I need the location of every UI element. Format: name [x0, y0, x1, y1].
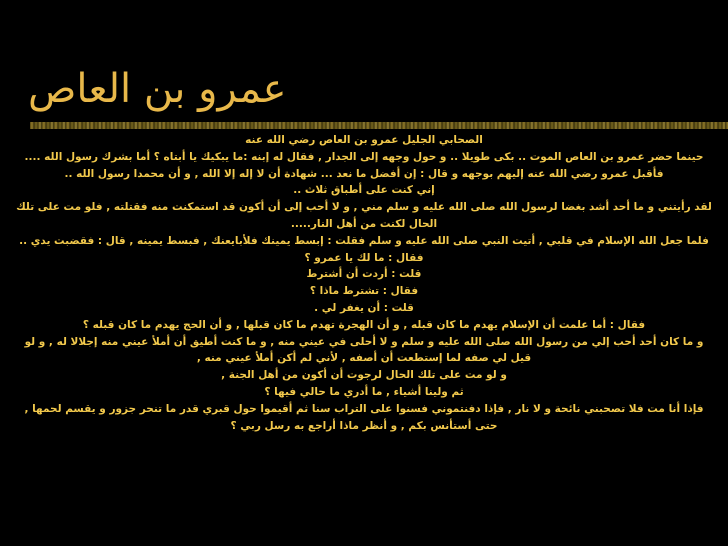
body-line: فقال : تشترط ماذا ؟ [309, 285, 419, 298]
body-line: فلما جعل الله الإسلام في قلبي , أتيت النبي صلى الله عليه و سلم فقلت : إبسط يمينك فلأبايعنك , فبسط يمينه , قال : فقضبت يدي .. [19, 234, 709, 247]
body-line: فقال : أما علمت أن الإسلام يهدم ما كان قبله , و أن الهجرة تهدم ما كان قبلها , و أن الحج يهدم ما كان قبله ؟ [82, 318, 646, 331]
body-line: إني كنت على أطباق ثلاث .. [293, 184, 435, 197]
body-line: قلت : أن يغفر لي . [314, 301, 414, 314]
title-divider-texture [30, 122, 728, 129]
body-line: و ما كان أحد أحب إلي من رسول الله صلى الله عليه و سلم و لا أحلى في عيني منه , و ما كنت أطيق أن أملأ عيني منه إجلالا له , و لو [24, 335, 704, 348]
body-line: حتى أستأنس بكم , و أنظر ماذا أراجع به رسل ربي ؟ [230, 419, 498, 432]
body-line: فقال : ما لك يا عمرو ؟ [304, 251, 424, 264]
body-line: فإذا أنا مت فلا تصحبني نائحة و لا نار , فإذا دفنتموني فسنوا على التراب سنا ثم أقيموا حول قبري قدر ما تنحر جزور و يقسم لحمها , [24, 402, 704, 415]
body-line: الحال لكنت من أهل النار..... [290, 217, 438, 230]
body-line: الصحابي الجليل عمرو بن العاص رضي الله عنه [245, 134, 483, 146]
slide-title: عمرو بن العاص [28, 66, 287, 112]
body-line: حينما حضر عمرو بن العاص الموت .. بكى طويلا .. و حول وجهه إلى الجدار , فقال له إبنه :ما يبكيك يا أبتاه ؟ أما بشرك رسول الله .... [24, 150, 704, 163]
slide-body [4, 132, 724, 434]
body-line: قيل لي صفه لما إستطعت أن أصفه , لأني لم أكن أملأ عيني منه , [196, 352, 532, 365]
body-line: لقد رأيتني و ما أحد أشد بغضا لرسول الله صلى الله عليه و سلم مني , و لا أحب إلى أن أكون قد استمكنت منه فقتلته , فلو مت على تلك [16, 201, 712, 214]
body-line: ثم ولينا أشياء , ما أدري ما حالي فيها ؟ [264, 385, 464, 398]
body-line: و لو مت على تلك الحال لرجوت أن أكون من أهل الجنة , [221, 369, 507, 382]
body-line: فأقبل عمرو رضي الله عنه إليهم بوجهه و قال : إن أفضل ما نعد ... شهادة أن لا إله إلا الله , و أن محمدا رسول الله .. [64, 167, 664, 180]
body-line: قلت : أردت أن أشترط [306, 268, 422, 281]
